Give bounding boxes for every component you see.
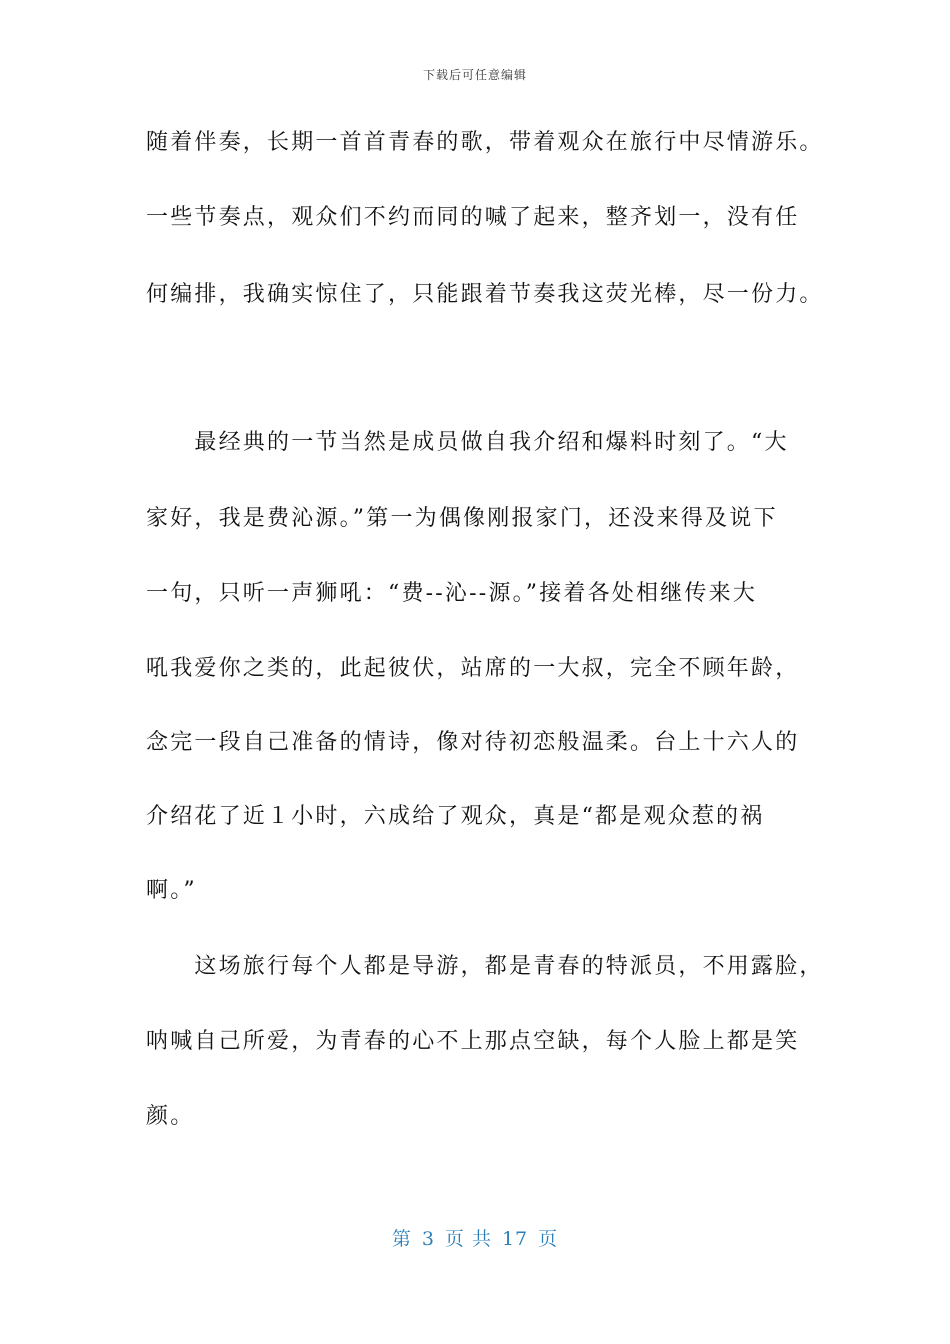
text-line: 一些节奏点，观众们不约而同的喊了起来，整齐划一，没有任 [146,205,800,230]
text-line: 最经典的一节当然是成员做自我介绍和爆料时刻了。“大 [146,430,789,455]
text-line: 家好，我是费沁源。”第一为偶像刚报家门，还没来得及说下 [146,506,778,531]
footer-page-number: 3 [421,1228,435,1250]
footer-middle: 页 共 [444,1228,492,1250]
footer-total-pages: 17 [501,1228,529,1250]
text-line: 随着伴奏，长期一首首青春的歌，带着观众在旅行中尽情游乐。 [146,130,824,155]
footer-suffix: 页 [538,1228,559,1250]
text-line: 吼我爱你之类的，此起彼伏，站席的一大叔，完全不顾年龄， [146,656,800,681]
text-line: 啊。” [146,878,197,903]
text-line: 颜。 [146,1104,195,1129]
footer-prefix: 第 [391,1228,412,1250]
text-line: 呐喊自己所爱，为青春的心不上那点空缺，每个人脸上都是笑 [146,1029,800,1054]
page-header: 下载后可任意编辑 [422,68,527,82]
text-line: 何编排，我确实惊住了，只能跟着节奏我这荧光棒，尽一份力。 [146,282,824,307]
page-number-footer [0,1224,950,1251]
text-line: 一句，只听一声狮吼：“费--沁--源。”接着各处相继传来大 [146,581,758,606]
text-line: 介绍花了近１小时，六成给了观众，真是“都是观众惹的祸 [146,804,765,829]
text-line: 这场旅行每个人都是导游，都是青春的特派员，不用露脸， [146,954,824,979]
text-line: 念完一段自己准备的情诗，像对待初恋般温柔。台上十六人的 [146,730,800,755]
